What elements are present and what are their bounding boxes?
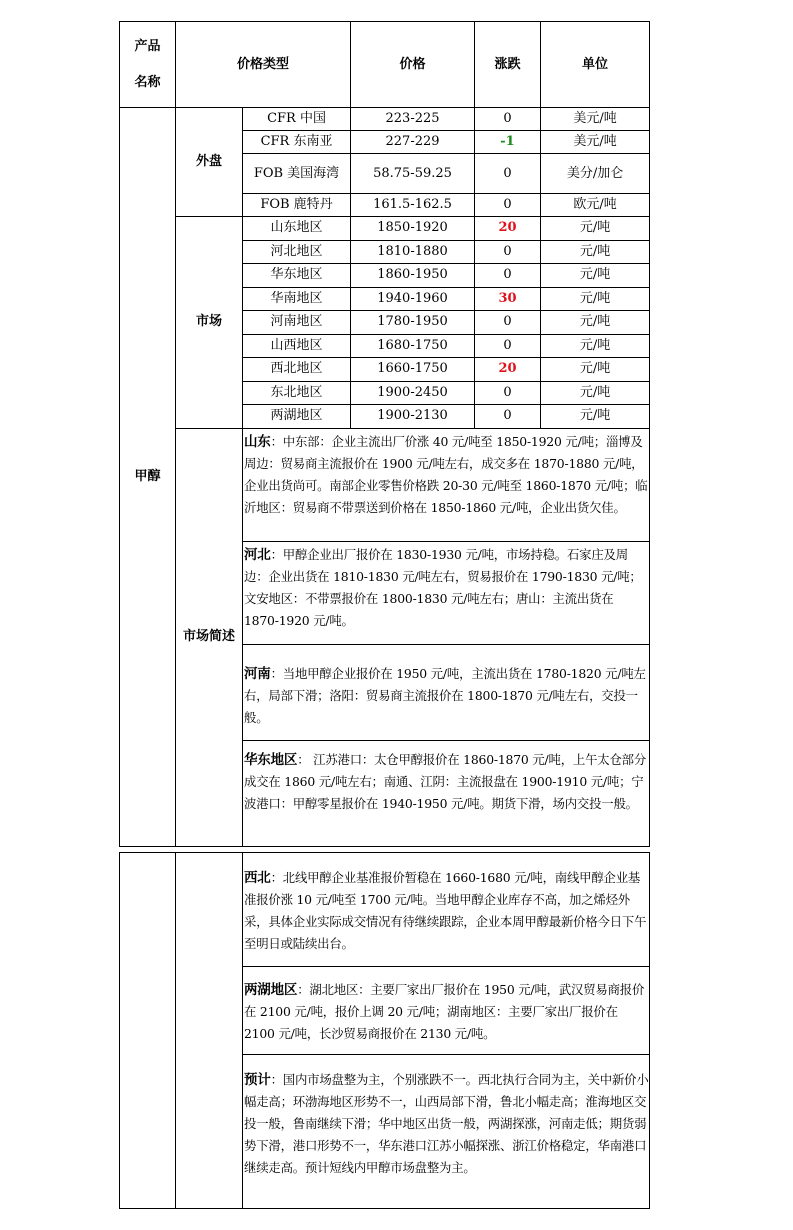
row-name: 河北地区 bbox=[243, 240, 351, 264]
group-foreign: 外盘 bbox=[176, 108, 243, 217]
row-price: 1780-1950 bbox=[351, 311, 475, 335]
row-unit: 元/吨 bbox=[541, 217, 650, 241]
row-price: 223-225 bbox=[351, 108, 475, 131]
row-unit: 元/吨 bbox=[541, 287, 650, 311]
row-change: 0 bbox=[475, 108, 541, 131]
row-name: 山西地区 bbox=[243, 334, 351, 358]
desc-text: ：国内市场盘整为主，个别涨跌不一。西北执行合同为主，关中新价小幅走高；环渤海地区形势不一，山西局部下滑，鲁北小幅走高；淮海地区交投一般，鲁南继续下滑；华中地区出货一般，两湖探涨，河南走低；期货弱势下滑，港口形势不一，华东港口江苏小幅探涨、浙江价格稳定，华南港口继续走高。预计短线内甲醇市场盘整为主。 bbox=[244, 1072, 649, 1175]
row-name: 两湖地区 bbox=[243, 405, 351, 429]
row-price: 227-229 bbox=[351, 131, 475, 154]
desc-henan bbox=[243, 644, 650, 740]
row-change-up: 20 bbox=[475, 358, 541, 382]
desc-text: ：湖北地区：主要厂家出厂报价在 1950 元/吨，武汉贸易商报价在 2100 元/吨，报价上调 20 元/吨；湖南地区：主要厂家出厂报价在 2100 元/吨，长沙贸易商报价在 2130 元/吨。 bbox=[244, 982, 645, 1041]
row-price: 1900-2450 bbox=[351, 381, 475, 405]
row-price: 1940-1960 bbox=[351, 287, 475, 311]
row-change: 0 bbox=[475, 154, 541, 194]
row-name: CFR 中国 bbox=[243, 108, 351, 131]
desc-text: ：中东部：企业主流出厂价涨 40 元/吨至 1850-1920 元/吨；淄博及周边：贸易商主流报价在 1900 元/吨左右，成交多在 1870-1880 元/吨，企业出货尚可。南部企业零售价格跌 20-30 元/吨至 1860-1870 元/吨；临沂地区：贸易商不带票送到价格在 1850-1860 元/吨，企业出货欠佳。 bbox=[244, 433, 648, 515]
row-unit: 美元/吨 bbox=[541, 108, 650, 131]
desc-xibei bbox=[243, 853, 650, 967]
desc-text: ：北线甲醇企业基准报价暂稳在 1660-1680 元/吨，南线甲醇企业基准报价涨 10 元/吨至 1700 元/吨。当地甲醇企业库存不高，加之烯烃外采，具体企业实际成交情况有待继续跟踪，企业本周甲醇最新价格今日下午至明日或陆续出台。 bbox=[244, 870, 647, 951]
row-unit: 元/吨 bbox=[541, 240, 650, 264]
header-change: 涨跌 bbox=[475, 22, 541, 108]
row-name: 山东地区 bbox=[243, 217, 351, 241]
desc-label: 河北 bbox=[244, 546, 271, 563]
row-price: 1680-1750 bbox=[351, 334, 475, 358]
row-change: 0 bbox=[475, 194, 541, 217]
header-product-name: 产品 名称 bbox=[120, 22, 176, 108]
row-price: 1900-2130 bbox=[351, 405, 475, 429]
row-unit: 美分/加仑 bbox=[541, 154, 650, 194]
product-name: 甲醇 bbox=[120, 108, 176, 847]
desc-text: ： 江苏港口：太仓甲醇报价在 1860-1870 元/吨，上午太仓部分成交在 1860 元/吨左右；南通、江阴：主流报盘在 1900-1910 元/吨；宁波港口：甲醇零星报价在 1940-1950 元/吨。期货下滑，场内交投一般。 bbox=[244, 751, 647, 811]
desc-label: 华东地区 bbox=[244, 751, 298, 768]
row-change: 0 bbox=[475, 381, 541, 405]
row-change: 0 bbox=[475, 240, 541, 264]
row-unit: 元/吨 bbox=[541, 334, 650, 358]
row-name: 华南地区 bbox=[243, 287, 351, 311]
row-price: 58.75-59.25 bbox=[351, 154, 475, 194]
row-change-down: -1 bbox=[475, 131, 541, 154]
desc-label: 河南 bbox=[244, 665, 271, 682]
header-price: 价格 bbox=[351, 22, 475, 108]
row-name: 东北地区 bbox=[243, 381, 351, 405]
row-change: 0 bbox=[475, 334, 541, 358]
row-price: 1810-1880 bbox=[351, 240, 475, 264]
row-price: 161.5-162.5 bbox=[351, 194, 475, 217]
group-desc: 市场简述 bbox=[176, 428, 243, 846]
desc-forecast bbox=[243, 1055, 650, 1209]
blank-group-cell bbox=[176, 853, 243, 1209]
desc-text: ：甲醇企业出厂报价在 1830-1930 元/吨，市场持稳。石家庄及周边：企业出货在 1810-1830 元/吨左右，贸易报价在 1790-1830 元/吨；文安地区：不带票报价在 1800-1830 元/吨左右；唐山：主流出货在 1870-1920 元/吨。 bbox=[244, 546, 642, 628]
desc-label: 山东 bbox=[244, 433, 271, 450]
row-name: 西北地区 bbox=[243, 358, 351, 382]
row-name: 华东地区 bbox=[243, 264, 351, 288]
header-price-type: 价格类型 bbox=[176, 22, 351, 108]
desc-huadong bbox=[243, 740, 650, 846]
row-change: 0 bbox=[475, 405, 541, 429]
row-unit: 元/吨 bbox=[541, 311, 650, 335]
row-name: FOB 美国海湾 bbox=[243, 154, 351, 194]
row-name: CFR 东南亚 bbox=[243, 131, 351, 154]
row-price: 1660-1750 bbox=[351, 358, 475, 382]
row-unit: 美元/吨 bbox=[541, 131, 650, 154]
group-market: 市场 bbox=[176, 217, 243, 429]
row-change: 0 bbox=[475, 311, 541, 335]
desc-text: ：当地甲醇企业报价在 1950 元/吨，主流出货在 1780-1820 元/吨左右，局部下滑；洛阳：贸易商主流报价在 1800-1870 元/吨左右，交投一般。 bbox=[244, 665, 646, 725]
desc-hebei bbox=[243, 541, 650, 644]
blank-product-cell bbox=[120, 853, 176, 1209]
desc-shandong bbox=[243, 428, 650, 541]
row-unit: 元/吨 bbox=[541, 264, 650, 288]
row-unit: 欧元/吨 bbox=[541, 194, 650, 217]
row-price: 1850-1920 bbox=[351, 217, 475, 241]
row-unit: 元/吨 bbox=[541, 381, 650, 405]
desc-lianghu bbox=[243, 967, 650, 1055]
header-unit: 单位 bbox=[541, 22, 650, 108]
desc-label: 西北 bbox=[244, 870, 271, 886]
desc-label: 预计 bbox=[244, 1072, 271, 1088]
desc-label: 两湖地区 bbox=[244, 982, 298, 998]
row-unit: 元/吨 bbox=[541, 358, 650, 382]
row-change: 0 bbox=[475, 264, 541, 288]
price-table bbox=[119, 21, 650, 847]
row-change-up: 20 bbox=[475, 217, 541, 241]
row-change-up: 30 bbox=[475, 287, 541, 311]
row-name: FOB 鹿特丹 bbox=[243, 194, 351, 217]
desc-table-continued bbox=[119, 852, 650, 1209]
row-price: 1860-1950 bbox=[351, 264, 475, 288]
row-unit: 元/吨 bbox=[541, 405, 650, 429]
row-name: 河南地区 bbox=[243, 311, 351, 335]
